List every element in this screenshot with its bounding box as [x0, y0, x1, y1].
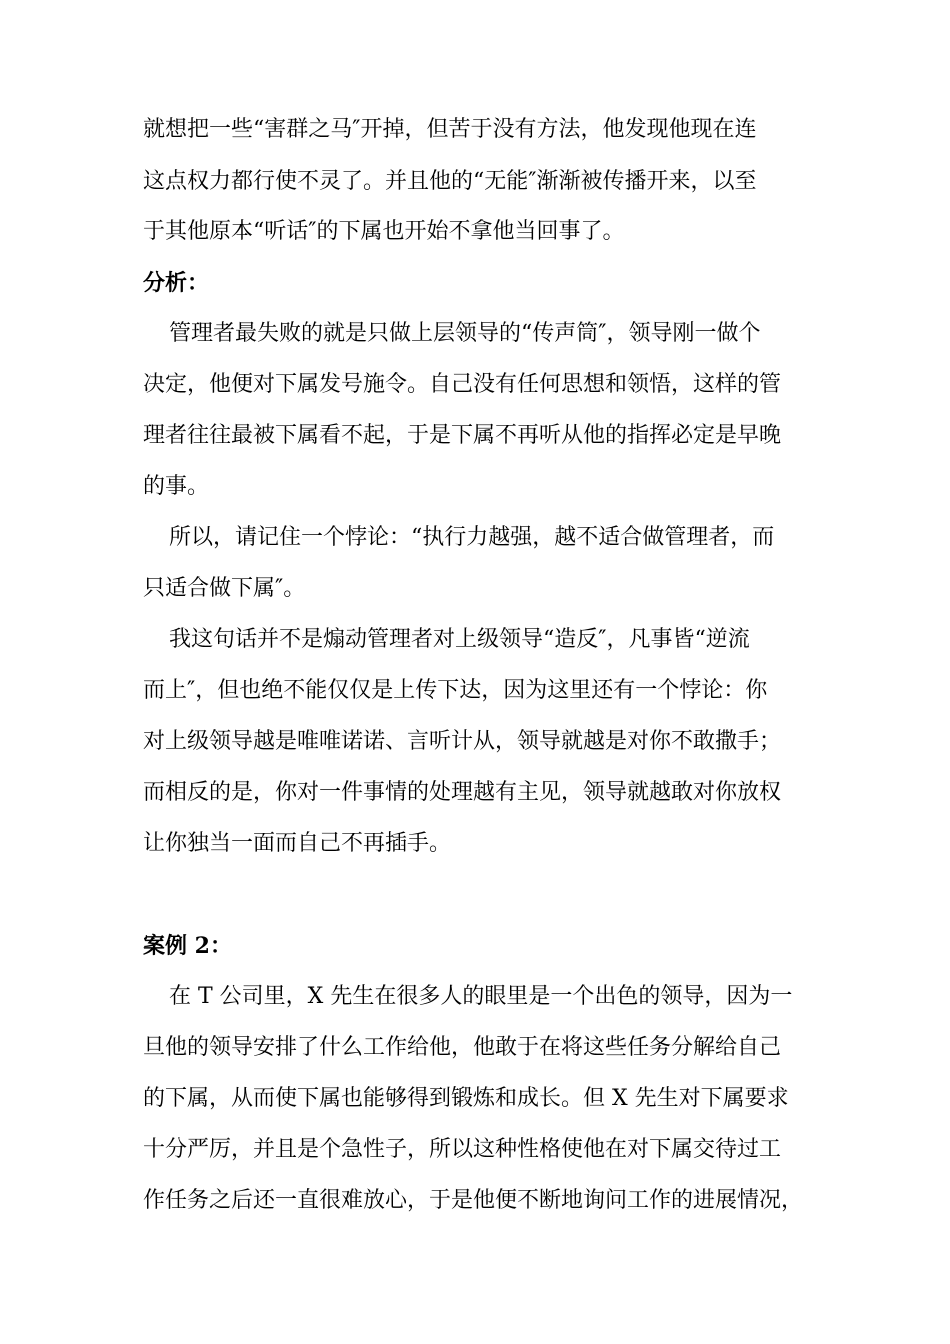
text-line: 就想把一些“害群之马″开掉，但苦于没有方法，他发现他现在连 [143, 117, 757, 142]
text-line: 作任务之后还一直很难放心，于是他便不断地询问工作的进展情况， [143, 1188, 804, 1213]
text-line: 对上级领导越是唯唯诺诺、言听计从，领导就越是对你不敢撒手； [143, 729, 782, 754]
text-line: 十分严厉，并且是个急性子，所以这种性格使他在对下属交待过工 [143, 1137, 782, 1162]
text-line: 在 T 公司里，X 先生在很多人的眼里是一个出色的领导，因为一 [169, 984, 793, 1009]
text-line: 旦他的领导安排了什么工作给他，他敢于在将这些任务分解给自己 [143, 1035, 782, 1060]
text-line: 只适合做下属″。 [143, 576, 306, 601]
text-line: 理者往往最被下属看不起，于是下属不再听从他的指挥必定是早晚 [143, 423, 782, 448]
text-line: 这点权力都行使不灵了。并且他的“无能″渐渐被传播开来，以至 [143, 169, 757, 194]
text-line: 而相反的是，你对一件事情的处理越有主见，领导就越敢对你放权 [143, 780, 782, 805]
text-line: 所以，请记住一个悖论：“执行力越强，越不适合做管理者，而 [169, 525, 775, 550]
text-line: 我这句话并不是煽动管理者对上级领导“造反″，凡事皆“逆流 [169, 627, 750, 652]
text-line: 而上″，但也绝不能仅仅是上传下达，因为这里还有一个悖论：你 [143, 678, 768, 703]
section-heading-analysis: 分析： [143, 270, 210, 296]
text-line: 于其他原本“听话″的下属也开始不拿他当回事了。 [143, 219, 625, 244]
text-line: 管理者最失败的就是只做上层领导的“传声筒″，领导刚一做个 [169, 321, 761, 346]
text-line: 决定，他便对下属发号施令。自己没有任何思想和领悟，这样的管 [143, 372, 782, 397]
text-line: 的下属，从而使下属也能够得到锻炼和成长。但 X 先生对下属要求 [143, 1086, 789, 1111]
text-line: 让你独当一面而自己不再插手。 [143, 831, 452, 856]
section-heading-case-2: 案例 2： [143, 933, 232, 959]
text-line: 的事。 [143, 474, 210, 499]
